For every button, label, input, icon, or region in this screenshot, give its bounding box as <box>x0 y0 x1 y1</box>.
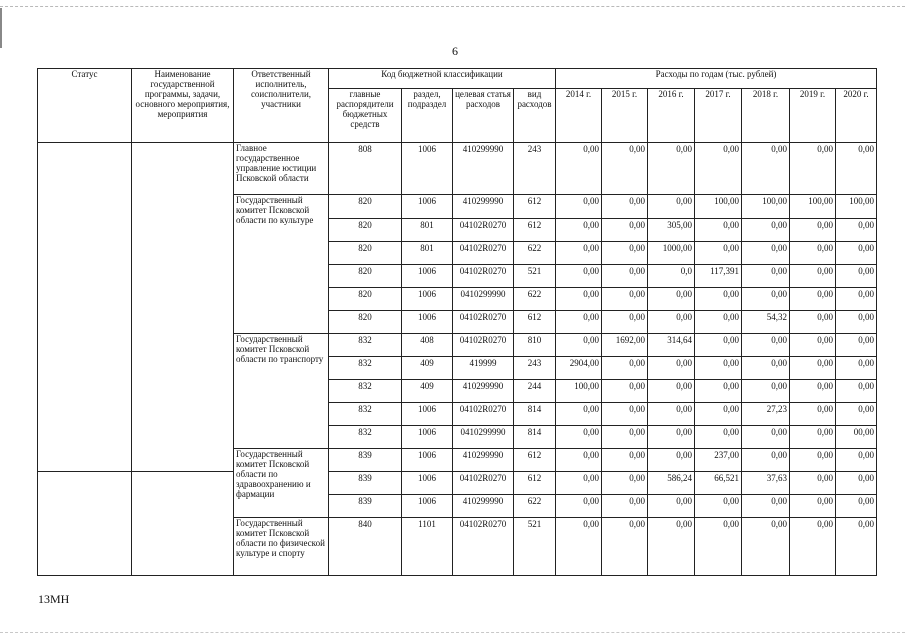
grbs-cell: 840 <box>329 518 402 576</box>
value-cell: 0,00 <box>695 380 742 403</box>
value-cell: 0,00 <box>836 311 877 334</box>
target-cell: 04102R0270 <box>453 219 514 242</box>
value-cell: 0,00 <box>602 242 648 265</box>
value-cell: 0,00 <box>742 219 790 242</box>
section-cell: 1006 <box>402 449 453 472</box>
table-row <box>38 143 877 195</box>
grbs-cell: 839 <box>329 449 402 472</box>
value-cell: 0,00 <box>695 357 742 380</box>
value-cell: 0,00 <box>790 518 836 576</box>
header-status: Статус <box>38 69 132 143</box>
value-cell: 0,00 <box>602 449 648 472</box>
value-cell: 0,00 <box>648 380 695 403</box>
section-cell: 1006 <box>402 403 453 426</box>
target-cell: 410299990 <box>453 143 514 195</box>
value-cell: 0,00 <box>742 518 790 576</box>
target-cell: 410299990 <box>453 380 514 403</box>
value-cell: 0,00 <box>602 518 648 576</box>
header-year: 2017 г. <box>695 89 742 143</box>
value-cell: 0,00 <box>790 288 836 311</box>
value-cell: 0,00 <box>836 219 877 242</box>
type-cell: 814 <box>514 403 556 426</box>
value-cell: 0,00 <box>836 242 877 265</box>
type-cell: 622 <box>514 242 556 265</box>
value-cell: 0,00 <box>602 195 648 219</box>
header-responsible: Ответственный исполнитель, соисполнители, участники <box>234 69 329 143</box>
value-cell: 314,64 <box>648 334 695 357</box>
value-cell: 0,00 <box>695 518 742 576</box>
target-cell: 04102R0270 <box>453 311 514 334</box>
value-cell: 0,00 <box>742 288 790 311</box>
header-year: 2014 г. <box>556 89 602 143</box>
target-cell: 04102R0270 <box>453 518 514 576</box>
target-cell: 04102R0270 <box>453 265 514 288</box>
header-expenses: Расходы по годам (тыс. рублей) <box>556 69 877 89</box>
value-cell: 0,00 <box>695 426 742 449</box>
value-cell: 37,63 <box>742 472 790 495</box>
value-cell: 0,00 <box>556 288 602 311</box>
grbs-cell: 820 <box>329 288 402 311</box>
value-cell: 0,00 <box>602 472 648 495</box>
type-cell: 612 <box>514 219 556 242</box>
section-cell: 1006 <box>402 195 453 219</box>
value-cell: 0,00 <box>556 449 602 472</box>
value-cell: 0,00 <box>648 143 695 195</box>
header-year: 2019 г. <box>790 89 836 143</box>
value-cell: 237,00 <box>695 449 742 472</box>
type-cell: 612 <box>514 449 556 472</box>
value-cell: 100,00 <box>836 195 877 219</box>
target-cell: 410299990 <box>453 195 514 219</box>
value-cell: 0,00 <box>695 143 742 195</box>
value-cell: 0,00 <box>742 242 790 265</box>
type-cell: 243 <box>514 357 556 380</box>
value-cell: 0,00 <box>556 334 602 357</box>
value-cell: 100,00 <box>556 380 602 403</box>
value-cell: 0,00 <box>648 426 695 449</box>
value-cell: 0,00 <box>602 143 648 195</box>
table-row <box>38 472 877 495</box>
status-cell <box>38 472 132 576</box>
value-cell: 0,00 <box>742 143 790 195</box>
value-cell: 0,00 <box>695 288 742 311</box>
value-cell: 1692,00 <box>602 334 648 357</box>
header-section: раздел, подраздел <box>402 89 453 143</box>
value-cell: 0,00 <box>836 472 877 495</box>
value-cell: 0,00 <box>836 449 877 472</box>
grbs-cell: 832 <box>329 357 402 380</box>
header-year: 2020 г. <box>836 89 877 143</box>
value-cell: 0,00 <box>790 242 836 265</box>
value-cell: 0,00 <box>602 380 648 403</box>
value-cell: 0,00 <box>836 518 877 576</box>
section-cell: 801 <box>402 242 453 265</box>
value-cell: 0,00 <box>742 449 790 472</box>
value-cell: 66,521 <box>695 472 742 495</box>
value-cell: 117,391 <box>695 265 742 288</box>
grbs-cell: 820 <box>329 219 402 242</box>
executor-cell: Главное государственное управление юстиции Псковской области <box>234 143 329 195</box>
header-type: вид расходов <box>514 89 556 143</box>
target-cell: 410299990 <box>453 449 514 472</box>
value-cell: 0,00 <box>602 403 648 426</box>
value-cell: 0,00 <box>742 495 790 518</box>
type-cell: 622 <box>514 288 556 311</box>
value-cell: 0,0 <box>648 265 695 288</box>
value-cell: 0,00 <box>695 219 742 242</box>
grbs-cell: 839 <box>329 472 402 495</box>
section-cell: 409 <box>402 380 453 403</box>
name-cell <box>132 143 234 472</box>
type-cell: 622 <box>514 495 556 518</box>
scan-edge-top <box>0 0 905 7</box>
value-cell: 0,00 <box>556 403 602 426</box>
value-cell: 54,32 <box>742 311 790 334</box>
value-cell: 0,00 <box>836 403 877 426</box>
executor-cell: Государственный комитет Псковской области по транспорту <box>234 334 329 449</box>
value-cell: 0,00 <box>790 495 836 518</box>
target-cell: 04102R0270 <box>453 334 514 357</box>
value-cell: 0,00 <box>790 472 836 495</box>
value-cell: 0,00 <box>790 449 836 472</box>
section-cell: 1006 <box>402 426 453 449</box>
value-cell: 0,00 <box>602 219 648 242</box>
section-cell: 1101 <box>402 518 453 576</box>
value-cell: 0,00 <box>836 143 877 195</box>
type-cell: 612 <box>514 195 556 219</box>
value-cell: 0,00 <box>556 143 602 195</box>
grbs-cell: 820 <box>329 311 402 334</box>
scan-edge-bottom <box>0 632 905 633</box>
value-cell: 100,00 <box>790 195 836 219</box>
budget-table <box>37 68 877 576</box>
grbs-cell: 832 <box>329 380 402 403</box>
value-cell: 0,00 <box>556 311 602 334</box>
value-cell: 0,00 <box>836 334 877 357</box>
value-cell: 0,00 <box>790 403 836 426</box>
value-cell: 0,00 <box>602 311 648 334</box>
value-cell: 0,00 <box>790 426 836 449</box>
value-cell: 1000,00 <box>648 242 695 265</box>
value-cell: 0,00 <box>836 380 877 403</box>
type-cell: 521 <box>514 265 556 288</box>
value-cell: 0,00 <box>742 265 790 288</box>
grbs-cell: 808 <box>329 143 402 195</box>
grbs-cell: 820 <box>329 265 402 288</box>
value-cell: 0,00 <box>695 495 742 518</box>
type-cell: 521 <box>514 518 556 576</box>
type-cell: 612 <box>514 311 556 334</box>
section-cell: 409 <box>402 357 453 380</box>
value-cell: 0,00 <box>602 288 648 311</box>
target-cell: 419999 <box>453 357 514 380</box>
value-cell: 0,00 <box>556 472 602 495</box>
header-year: 2016 г. <box>648 89 695 143</box>
header-budget-code: Код бюджетной классификации <box>329 69 556 89</box>
type-cell: 243 <box>514 143 556 195</box>
target-cell: 04102R0270 <box>453 242 514 265</box>
value-cell: 0,00 <box>556 242 602 265</box>
value-cell: 2904,00 <box>556 357 602 380</box>
header-target: целевая статья расходов <box>453 89 514 143</box>
value-cell: 0,00 <box>648 311 695 334</box>
value-cell: 0,00 <box>836 357 877 380</box>
value-cell: 0,00 <box>556 195 602 219</box>
grbs-cell: 820 <box>329 195 402 219</box>
grbs-cell: 820 <box>329 242 402 265</box>
value-cell: 0,00 <box>742 334 790 357</box>
type-cell: 810 <box>514 334 556 357</box>
value-cell: 0,00 <box>790 143 836 195</box>
value-cell: 0,00 <box>695 403 742 426</box>
section-cell: 1006 <box>402 311 453 334</box>
scan-edge-left <box>0 8 2 48</box>
value-cell: 0,00 <box>648 357 695 380</box>
value-cell: 0,00 <box>556 495 602 518</box>
value-cell: 27,23 <box>742 403 790 426</box>
value-cell: 0,00 <box>648 518 695 576</box>
value-cell: 0,00 <box>790 334 836 357</box>
value-cell: 0,00 <box>648 449 695 472</box>
section-cell: 1006 <box>402 143 453 195</box>
value-cell: 0,00 <box>695 311 742 334</box>
document-code: 13МН <box>38 592 70 606</box>
header-main-managers: главные распорядители бюджетных средств <box>329 89 402 143</box>
section-cell: 1006 <box>402 265 453 288</box>
value-cell: 100,00 <box>742 195 790 219</box>
value-cell: 00,00 <box>836 426 877 449</box>
value-cell: 0,00 <box>742 357 790 380</box>
section-cell: 801 <box>402 219 453 242</box>
value-cell: 0,00 <box>602 357 648 380</box>
target-cell: 04102R0270 <box>453 472 514 495</box>
type-cell: 814 <box>514 426 556 449</box>
value-cell: 0,00 <box>602 426 648 449</box>
value-cell: 0,00 <box>742 380 790 403</box>
grbs-cell: 832 <box>329 403 402 426</box>
value-cell: 0,00 <box>695 242 742 265</box>
value-cell: 0,00 <box>836 495 877 518</box>
target-cell: 0410299990 <box>453 426 514 449</box>
value-cell: 0,00 <box>556 518 602 576</box>
grbs-cell: 839 <box>329 495 402 518</box>
value-cell: 0,00 <box>648 195 695 219</box>
executor-cell: Государственный комитет Псковской области по здравоохранению и фармации <box>234 449 329 518</box>
value-cell: 0,00 <box>648 288 695 311</box>
status-cell <box>38 143 132 472</box>
value-cell: 0,00 <box>790 357 836 380</box>
section-cell: 1006 <box>402 472 453 495</box>
value-cell: 0,00 <box>695 334 742 357</box>
value-cell: 0,00 <box>602 265 648 288</box>
header-name: Наименование государственной программы, задачи, основного мероприятия, мероприятия <box>132 69 234 143</box>
header-year: 2018 г. <box>742 89 790 143</box>
grbs-cell: 832 <box>329 334 402 357</box>
type-cell: 612 <box>514 472 556 495</box>
value-cell: 100,00 <box>695 195 742 219</box>
value-cell: 0,00 <box>602 495 648 518</box>
grbs-cell: 832 <box>329 426 402 449</box>
value-cell: 0,00 <box>556 265 602 288</box>
value-cell: 0,00 <box>790 219 836 242</box>
value-cell: 0,00 <box>790 380 836 403</box>
target-cell: 410299990 <box>453 495 514 518</box>
executor-cell: Государственный комитет Псковской области по физической культуре и спорту <box>234 518 329 576</box>
section-cell: 1006 <box>402 288 453 311</box>
value-cell: 0,00 <box>836 288 877 311</box>
value-cell: 0,00 <box>836 265 877 288</box>
value-cell: 0,00 <box>790 311 836 334</box>
page-number: 6 <box>452 44 458 58</box>
value-cell: 586,24 <box>648 472 695 495</box>
target-cell: 04102R0270 <box>453 403 514 426</box>
value-cell: 0,00 <box>648 403 695 426</box>
value-cell: 0,00 <box>556 219 602 242</box>
section-cell: 1006 <box>402 495 453 518</box>
header-year: 2015 г. <box>602 89 648 143</box>
value-cell: 0,00 <box>648 495 695 518</box>
target-cell: 0410299990 <box>453 288 514 311</box>
executor-cell: Государственный комитет Псковской области по культуре <box>234 195 329 334</box>
value-cell: 0,00 <box>556 426 602 449</box>
type-cell: 244 <box>514 380 556 403</box>
name-cell <box>132 472 234 576</box>
value-cell: 305,00 <box>648 219 695 242</box>
section-cell: 408 <box>402 334 453 357</box>
value-cell: 0,00 <box>790 265 836 288</box>
value-cell: 0,00 <box>742 426 790 449</box>
